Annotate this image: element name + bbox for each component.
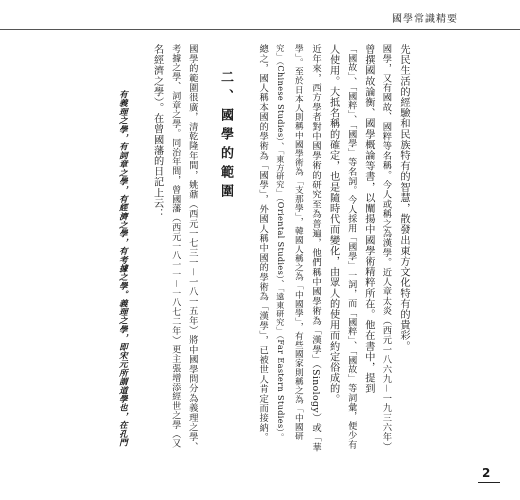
quotation-column: 有義理之學，有詞章之學，有經濟之學，有考據之學。義理之學，即宋元所謂道學也，在孔門 [117, 90, 128, 447]
text-column: 名經濟之學）。在曾國藩的日記上云： [151, 44, 163, 220]
running-header: 國學常識精要 [392, 14, 458, 25]
text-column: 「國故」、「國粹」、「國學」等名詞。今人採用「國學」一詞，而「國粹」、「國故」等詞彙，便少有 [346, 44, 357, 450]
text-column: 曾撰國故論衡、國學概論等書，以闡揚中國學術精粹所在。他在書中，提到 [362, 44, 374, 394]
text-column: 先民生活的經驗和民族特有的智慧，散發出東方文化特有的貴彩。 [398, 44, 409, 352]
text-column: 國學的範圍很廣，清乾隆年間，姚鼐（西元一七三一－一八一五年）將中國學問分為義理之學、 [186, 44, 198, 452]
page-number-rule [478, 482, 500, 483]
page-number: 2 [482, 466, 491, 480]
section-heading: 二、國學的範圍 [218, 70, 233, 203]
text-column: 究」（Chinese Studies）、「東方研究」（Oriental Studies）、「遠東研究」（Far Eastern Studies）。 [275, 44, 286, 442]
text-column: 考據之學、詞章之學。同治年間，曾國藩（西元一八一一－一八七二年）更主張增添經世之學（又 [170, 44, 181, 449]
header-rule [0, 29, 520, 30]
text-column: 學」。至於日本人則稱中國學術為「支那學」，韓國人稱之為「中國學」，有些國家則稱之為「中國研 [293, 44, 304, 441]
text-column: 總之，國人稱本國的學術為「國學」，外國人稱中國的學術為「漢學」，已被世人肯定而接納。 [257, 44, 269, 443]
page-number-box [478, 464, 500, 486]
text-column: 人使用。大抵名稱的確定，也是隨時代而變化，由眾人的使用而約定俗成的。 [327, 44, 339, 405]
text-column: 近年來，西方學者對中國學術的研究至為普遍，他們稱中國學術為「漢學」（Sinology）或「華 [310, 44, 321, 452]
text-column: 國學，又有國故、國粹等名稱。今人或稱之為漢學。近人章太炎（西元一八六九－一九三六年） [380, 44, 392, 452]
